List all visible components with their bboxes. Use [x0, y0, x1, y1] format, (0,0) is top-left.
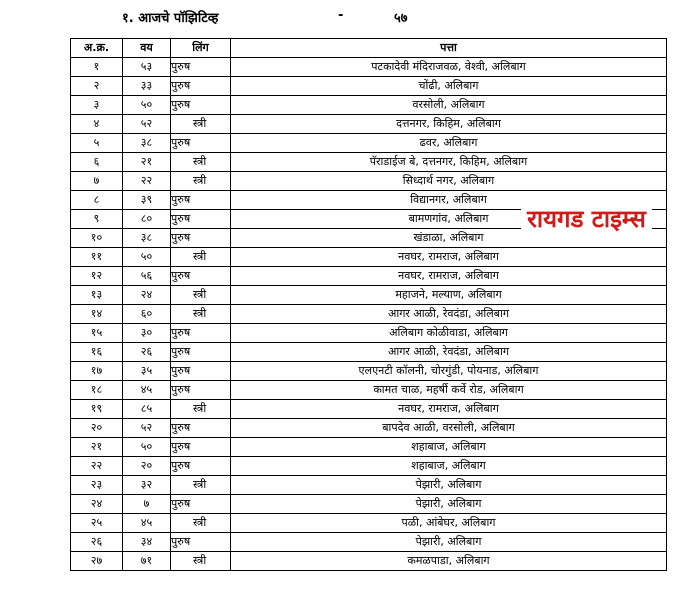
row-address: सिध्दार्थ नगर, अलिबाग: [231, 172, 667, 191]
row-serial: २४: [71, 495, 123, 514]
table-row: [71, 400, 667, 419]
row-address: नवघर, रामराज, अलिबाग: [231, 267, 667, 286]
table-row: [71, 267, 667, 286]
table-row: [71, 172, 667, 191]
table-row: [71, 495, 667, 514]
row-gender: पुरुष: [171, 77, 231, 96]
row-address: पळी, आंबेघर, अलिबाग: [231, 514, 667, 533]
row-serial: २७: [71, 552, 123, 571]
row-serial: १५: [71, 324, 123, 343]
row-address: बापदेव आळी, वरसोली, अलिबाग: [231, 419, 667, 438]
row-serial: २१: [71, 438, 123, 457]
row-age: २०: [123, 457, 171, 476]
row-gender: स्त्री: [171, 115, 231, 134]
row-serial: १३: [71, 286, 123, 305]
table-row: [71, 552, 667, 571]
row-address: पेझारी, अलिबाग: [231, 476, 667, 495]
row-gender: पुरुष: [171, 362, 231, 381]
row-age: ५२: [123, 419, 171, 438]
row-serial: ६: [71, 153, 123, 172]
row-gender: पुरुष: [171, 134, 231, 153]
row-address: ढवर, अलिबाग: [231, 134, 667, 153]
row-address: पेझारी, अलिबाग: [231, 495, 667, 514]
table-row: [71, 457, 667, 476]
row-serial: ७: [71, 172, 123, 191]
row-age: ५६: [123, 267, 171, 286]
row-gender: पुरुष: [171, 495, 231, 514]
row-address: पटकादेवी मंदिराजवळ, वेश्वी, अलिबाग: [231, 58, 667, 77]
row-age: २४: [123, 286, 171, 305]
table-row: [71, 248, 667, 267]
row-serial: १४: [71, 305, 123, 324]
row-address: पेझारी, अलिबाग: [231, 533, 667, 552]
row-gender: पुरुष: [171, 381, 231, 400]
table-row: [71, 77, 667, 96]
row-serial: १९: [71, 400, 123, 419]
row-serial: ५: [71, 134, 123, 153]
row-serial: ४: [71, 115, 123, 134]
row-serial: १६: [71, 343, 123, 362]
row-gender: पुरुष: [171, 343, 231, 362]
table-row: [71, 134, 667, 153]
row-gender: पुरुष: [171, 419, 231, 438]
row-serial: ८: [71, 191, 123, 210]
row-age: २६: [123, 343, 171, 362]
row-serial: १: [71, 58, 123, 77]
row-serial: १८: [71, 381, 123, 400]
row-gender: पुरुष: [171, 324, 231, 343]
heading-dash: -: [338, 8, 344, 23]
row-age: ८०: [123, 210, 171, 229]
row-gender: पुरुष: [171, 96, 231, 115]
row-serial: २६: [71, 533, 123, 552]
table-row: [71, 324, 667, 343]
row-age: ५०: [123, 438, 171, 457]
row-gender: स्त्री: [171, 514, 231, 533]
row-gender: पुरुष: [171, 229, 231, 248]
table-row: [71, 286, 667, 305]
row-age: ३८: [123, 134, 171, 153]
row-gender: स्त्री: [171, 248, 231, 267]
row-address: वरसोली, अलिबाग: [231, 96, 667, 115]
row-address: अलिबाग कोळीवाडा, अलिबाग: [231, 324, 667, 343]
row-age: ३८: [123, 229, 171, 248]
row-gender: स्त्री: [171, 172, 231, 191]
row-gender: स्त्री: [171, 153, 231, 172]
row-serial: ९: [71, 210, 123, 229]
table-row: [71, 381, 667, 400]
table-row: [71, 305, 667, 324]
row-age: ८५: [123, 400, 171, 419]
row-gender: पुरुष: [171, 191, 231, 210]
table-row: [71, 514, 667, 533]
row-gender: पुरुष: [171, 533, 231, 552]
row-age: ७१: [123, 552, 171, 571]
row-age: ६०: [123, 305, 171, 324]
row-gender: स्त्री: [171, 400, 231, 419]
row-gender: स्त्री: [171, 286, 231, 305]
table-row: [71, 58, 667, 77]
positive-cases-table: [70, 38, 667, 571]
heading-count: ५७: [394, 11, 408, 26]
column-header-address: पत्ता: [231, 39, 667, 58]
table-row: [71, 96, 667, 115]
row-age: ३४: [123, 533, 171, 552]
row-gender: स्त्री: [171, 552, 231, 571]
row-age: ५२: [123, 115, 171, 134]
table-header-row: [71, 39, 667, 58]
row-age: ५०: [123, 248, 171, 267]
row-serial: ११: [71, 248, 123, 267]
row-serial: ३: [71, 96, 123, 115]
row-address: खंडाळा, अलिबाग: [231, 229, 667, 248]
row-age: ३३: [123, 77, 171, 96]
row-gender: पुरुष: [171, 438, 231, 457]
row-address: चोंढी, अलिबाग: [231, 77, 667, 96]
row-serial: २: [71, 77, 123, 96]
table-row: [71, 362, 667, 381]
column-header-gender: लिंग: [171, 39, 231, 58]
row-address: शहाबाज, अलिबाग: [231, 457, 667, 476]
table-row: [71, 533, 667, 552]
row-address: शहाबाज, अलिबाग: [231, 438, 667, 457]
row-serial: १७: [71, 362, 123, 381]
row-address: पॅराडाईज बे, दत्तनगर, किहिम, अलिबाग: [231, 153, 667, 172]
row-address: कमळपाडा, अलिबाग: [231, 552, 667, 571]
row-address: दत्तनगर, किहिम, अलिबाग: [231, 115, 667, 134]
column-header-serial: अ.क्र.: [71, 39, 123, 58]
table-row: [71, 419, 667, 438]
row-age: ५३: [123, 58, 171, 77]
row-age: ३०: [123, 324, 171, 343]
page-heading: [0, 8, 700, 30]
table-row: [71, 476, 667, 495]
row-address: एलएनटी कॉलनी, चोरगुंडी, पोयनाड, अलिबाग: [231, 362, 667, 381]
row-gender: पुरुष: [171, 210, 231, 229]
row-age: ३९: [123, 191, 171, 210]
row-serial: १०: [71, 229, 123, 248]
row-serial: १२: [71, 267, 123, 286]
row-address: कामत चाळ, महर्षी कर्वे रोड, अलिबाग: [231, 381, 667, 400]
watermark-logo: रायगड टाइम्स: [521, 200, 652, 238]
row-address: आगर आळी, रेवदंडा, अलिबाग: [231, 305, 667, 324]
table-row: [71, 153, 667, 172]
table-row: [71, 343, 667, 362]
row-age: २१: [123, 153, 171, 172]
row-gender: पुरुष: [171, 457, 231, 476]
table-row: [71, 115, 667, 134]
row-address: विद्यानगर, अलिबाग: [231, 191, 667, 210]
row-address: महाजने, मल्याण, अलिबाग: [231, 286, 667, 305]
table-row: [71, 438, 667, 457]
row-gender: पुरुष: [171, 267, 231, 286]
column-header-age: वय: [123, 39, 171, 58]
row-serial: २३: [71, 476, 123, 495]
row-address: नवघर, रामराज, अलिबाग: [231, 248, 667, 267]
row-gender: स्त्री: [171, 305, 231, 324]
table-body: [71, 58, 667, 571]
row-serial: २२: [71, 457, 123, 476]
row-age: ४५: [123, 514, 171, 533]
row-gender: पुरुष: [171, 58, 231, 77]
row-address: नवघर, रामराज, अलिबाग: [231, 400, 667, 419]
row-gender: स्त्री: [171, 476, 231, 495]
row-age: ३५: [123, 362, 171, 381]
row-age: ४५: [123, 381, 171, 400]
row-address: आगर आळी, रेवदंडा, अलिबाग: [231, 343, 667, 362]
row-age: ३२: [123, 476, 171, 495]
row-age: ७: [123, 495, 171, 514]
row-address: बामणगांव, अलिबाग: [231, 210, 667, 229]
row-serial: २०: [71, 419, 123, 438]
row-age: ५०: [123, 96, 171, 115]
row-serial: २५: [71, 514, 123, 533]
row-age: २२: [123, 172, 171, 191]
heading-title: १. आजचे पॉझिटिव्ह: [122, 11, 219, 26]
